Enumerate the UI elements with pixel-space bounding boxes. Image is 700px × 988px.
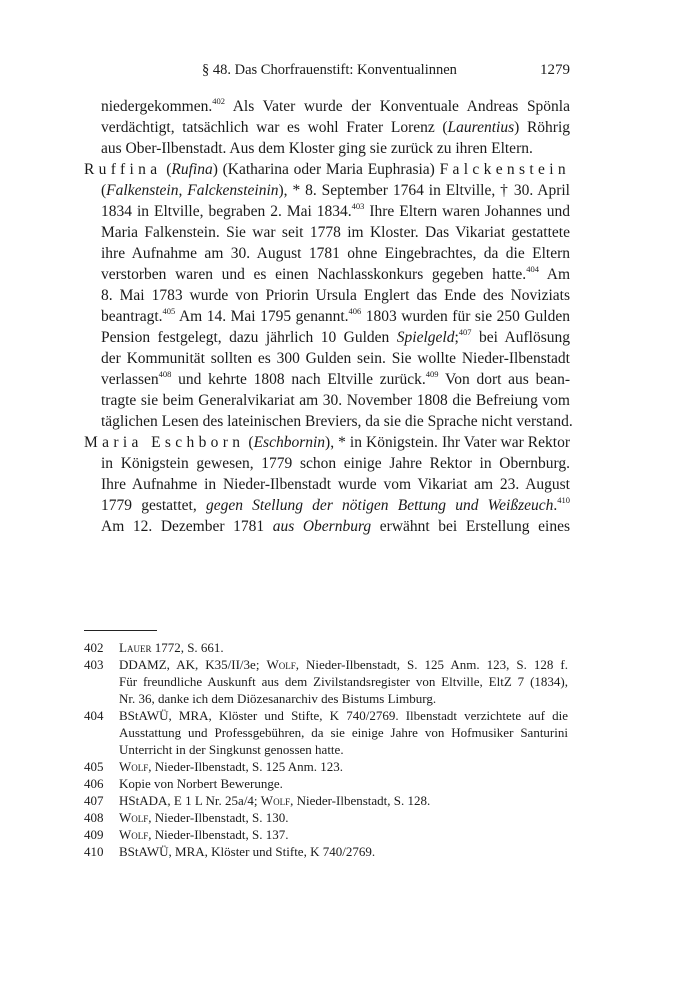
running-title: § 48. Das Chorfrauenstift: Konventualinnen [202,62,457,78]
footnote-ref: 408 [158,369,172,379]
footnote-continuation: Ausstattung und Professgebühren, da sie einige Jahre von Hofmusiker Santurini [119,725,568,740]
nun-name: Ruffina [84,161,162,178]
footnote-ref: 404 [526,264,539,274]
footnote-continuation: Für freundliche Auskunft aus dem Zivilstandsregister von Eltville, EltZ 7 (1834), [119,674,568,689]
footnote-ref: 407 [458,327,472,337]
footnote-ref: 402 [212,96,225,106]
text-line: verdächtigt, tatsächlich war es wohl Frater Lorenz (Laurentius) Röhrig [101,119,571,136]
entry-heading-line: Maria Eschborn (Eschbornin), * in Königstein. Ihr Vater war Rektor [84,434,570,451]
text-line: 1834 in Eltville, begraben 2. Mai 1834.$^{403}$ Ihre Eltern waren Johannes und [101,201,570,220]
footnote: 404 BStAWÜ, MRA, Klöster und Stifte, K 740/2769. Ilbenstadt verzichtete auf die [84,708,568,723]
text-line: täglichen Lesen des lateinischen Breviers, da sie die Sprache nicht verstand. [101,413,573,430]
text-line: (Falkenstein, Falckensteinin), * 8. September 1764 in Eltville, † 30. April [101,182,570,199]
footnote: 403 DDAMZ, AK, K35/II/3e; Wolf, Nieder-Ilbenstadt, S. 125 Anm. 123, S. 128 f. [84,657,568,672]
page-number: 1279 [540,62,570,78]
nun-name: Maria Eschborn [84,434,245,451]
footnote-ref: 405 [162,306,176,316]
footnote-ref: 409 [425,369,439,379]
footnote: 406 Kopie von Norbert Bewerunge. [84,776,283,791]
text-line: niedergekommen.$^{402}$ Als Vater wurde der Konventuale Andreas Spönla [101,96,570,115]
footnote-separator [84,630,157,631]
running-header [84,60,570,80]
nun-surname: Falckenstein [439,161,570,178]
footnote: 402 Lauer 1772, S. 661. [84,640,224,655]
text-line: der Kommunität sollten es 300 Gulden sein. Sie wollte Nieder-Ilbenstadt [101,350,570,367]
footnote: 407 HStADA, E 1 L Nr. 25a/4; Wolf, Nieder-Ilbenstadt, S. 128. [84,793,431,808]
text-line: Am 12. Dezember 1781 aus Obernburg erwähnt bei Erstellung eines [101,518,570,535]
text-line: aus Ober-Ilbenstadt. Aus dem Kloster ging sie zurück zu ihren Eltern. [101,140,533,157]
footnote-continuation: Nr. 36, danke ich dem Diözesanarchiv des Bistums Limburg. [119,691,437,706]
footnote: 409 Wolf, Nieder-Ilbenstadt, S. 137. [84,827,289,842]
footnote-ref: 403 [351,201,365,211]
text-line: ihre Aufnahme am 30. August 1781 ohne Eingebrachtes, da die Eltern [101,245,570,262]
text-line: beantragt.$^{405}$ Am 14. Mai 1795 genannt.$^{406}$ 1803 wurden für sie 250 Gulden [101,306,570,325]
text-line: verlassen$^{408}$ und kehrte 1808 nach Eltville zurück.$^{409}$ Von dort aus bean- [101,369,570,388]
footnote: 410 BStAWÜ, MRA, Klöster und Stifte, K 740/2769. [84,844,376,859]
footnote-ref: 410 [557,495,570,505]
text-line: Pension festgelegt, dazu jährlich 10 Gulden Spielgeld;$^{407}$ bei Auflösung [101,327,570,346]
text-line: verstorben waren und es einen Nachlasskonkurs gegeben hatte.$^{404}$ Am [101,264,570,283]
text-line: tragte sie beim Generalvikariat am 30. November 1808 die Befreiung vom [101,392,570,409]
footnote-ref: 406 [348,306,362,316]
footnote: 408 Wolf, Nieder-Ilbenstadt, S. 130. [84,810,289,825]
footnote-continuation: Unterricht in der Singkunst genossen hatte. [119,742,344,757]
text-line: Maria Falkenstein. Sie war seit 1778 im Kloster. Das Vikariat gestattete [101,224,570,241]
text-line: Ihre Aufnahme in Nieder-Ilbenstadt wurde vom Vikariat am 23. August [101,476,570,493]
footnote: 405 Wolf, Nieder-Ilbenstadt, S. 125 Anm. 123. [84,759,343,774]
text-line: in Königstein gewesen, 1779 schon einige Jahre Rektor in Obernburg. [101,455,570,472]
entry-heading-line: Ruffina (Rufina) (Katharina oder Maria Euphrasia) Falckenstein [84,161,570,178]
text-line: 8. Mai 1783 wurde von Priorin Ursula Englert das Ende des Noviziats [101,287,570,304]
text-line: 1779 gestattet, gegen Stellung der nötigen Bettung und Weißzeuch.$^{410}$ [101,495,570,514]
